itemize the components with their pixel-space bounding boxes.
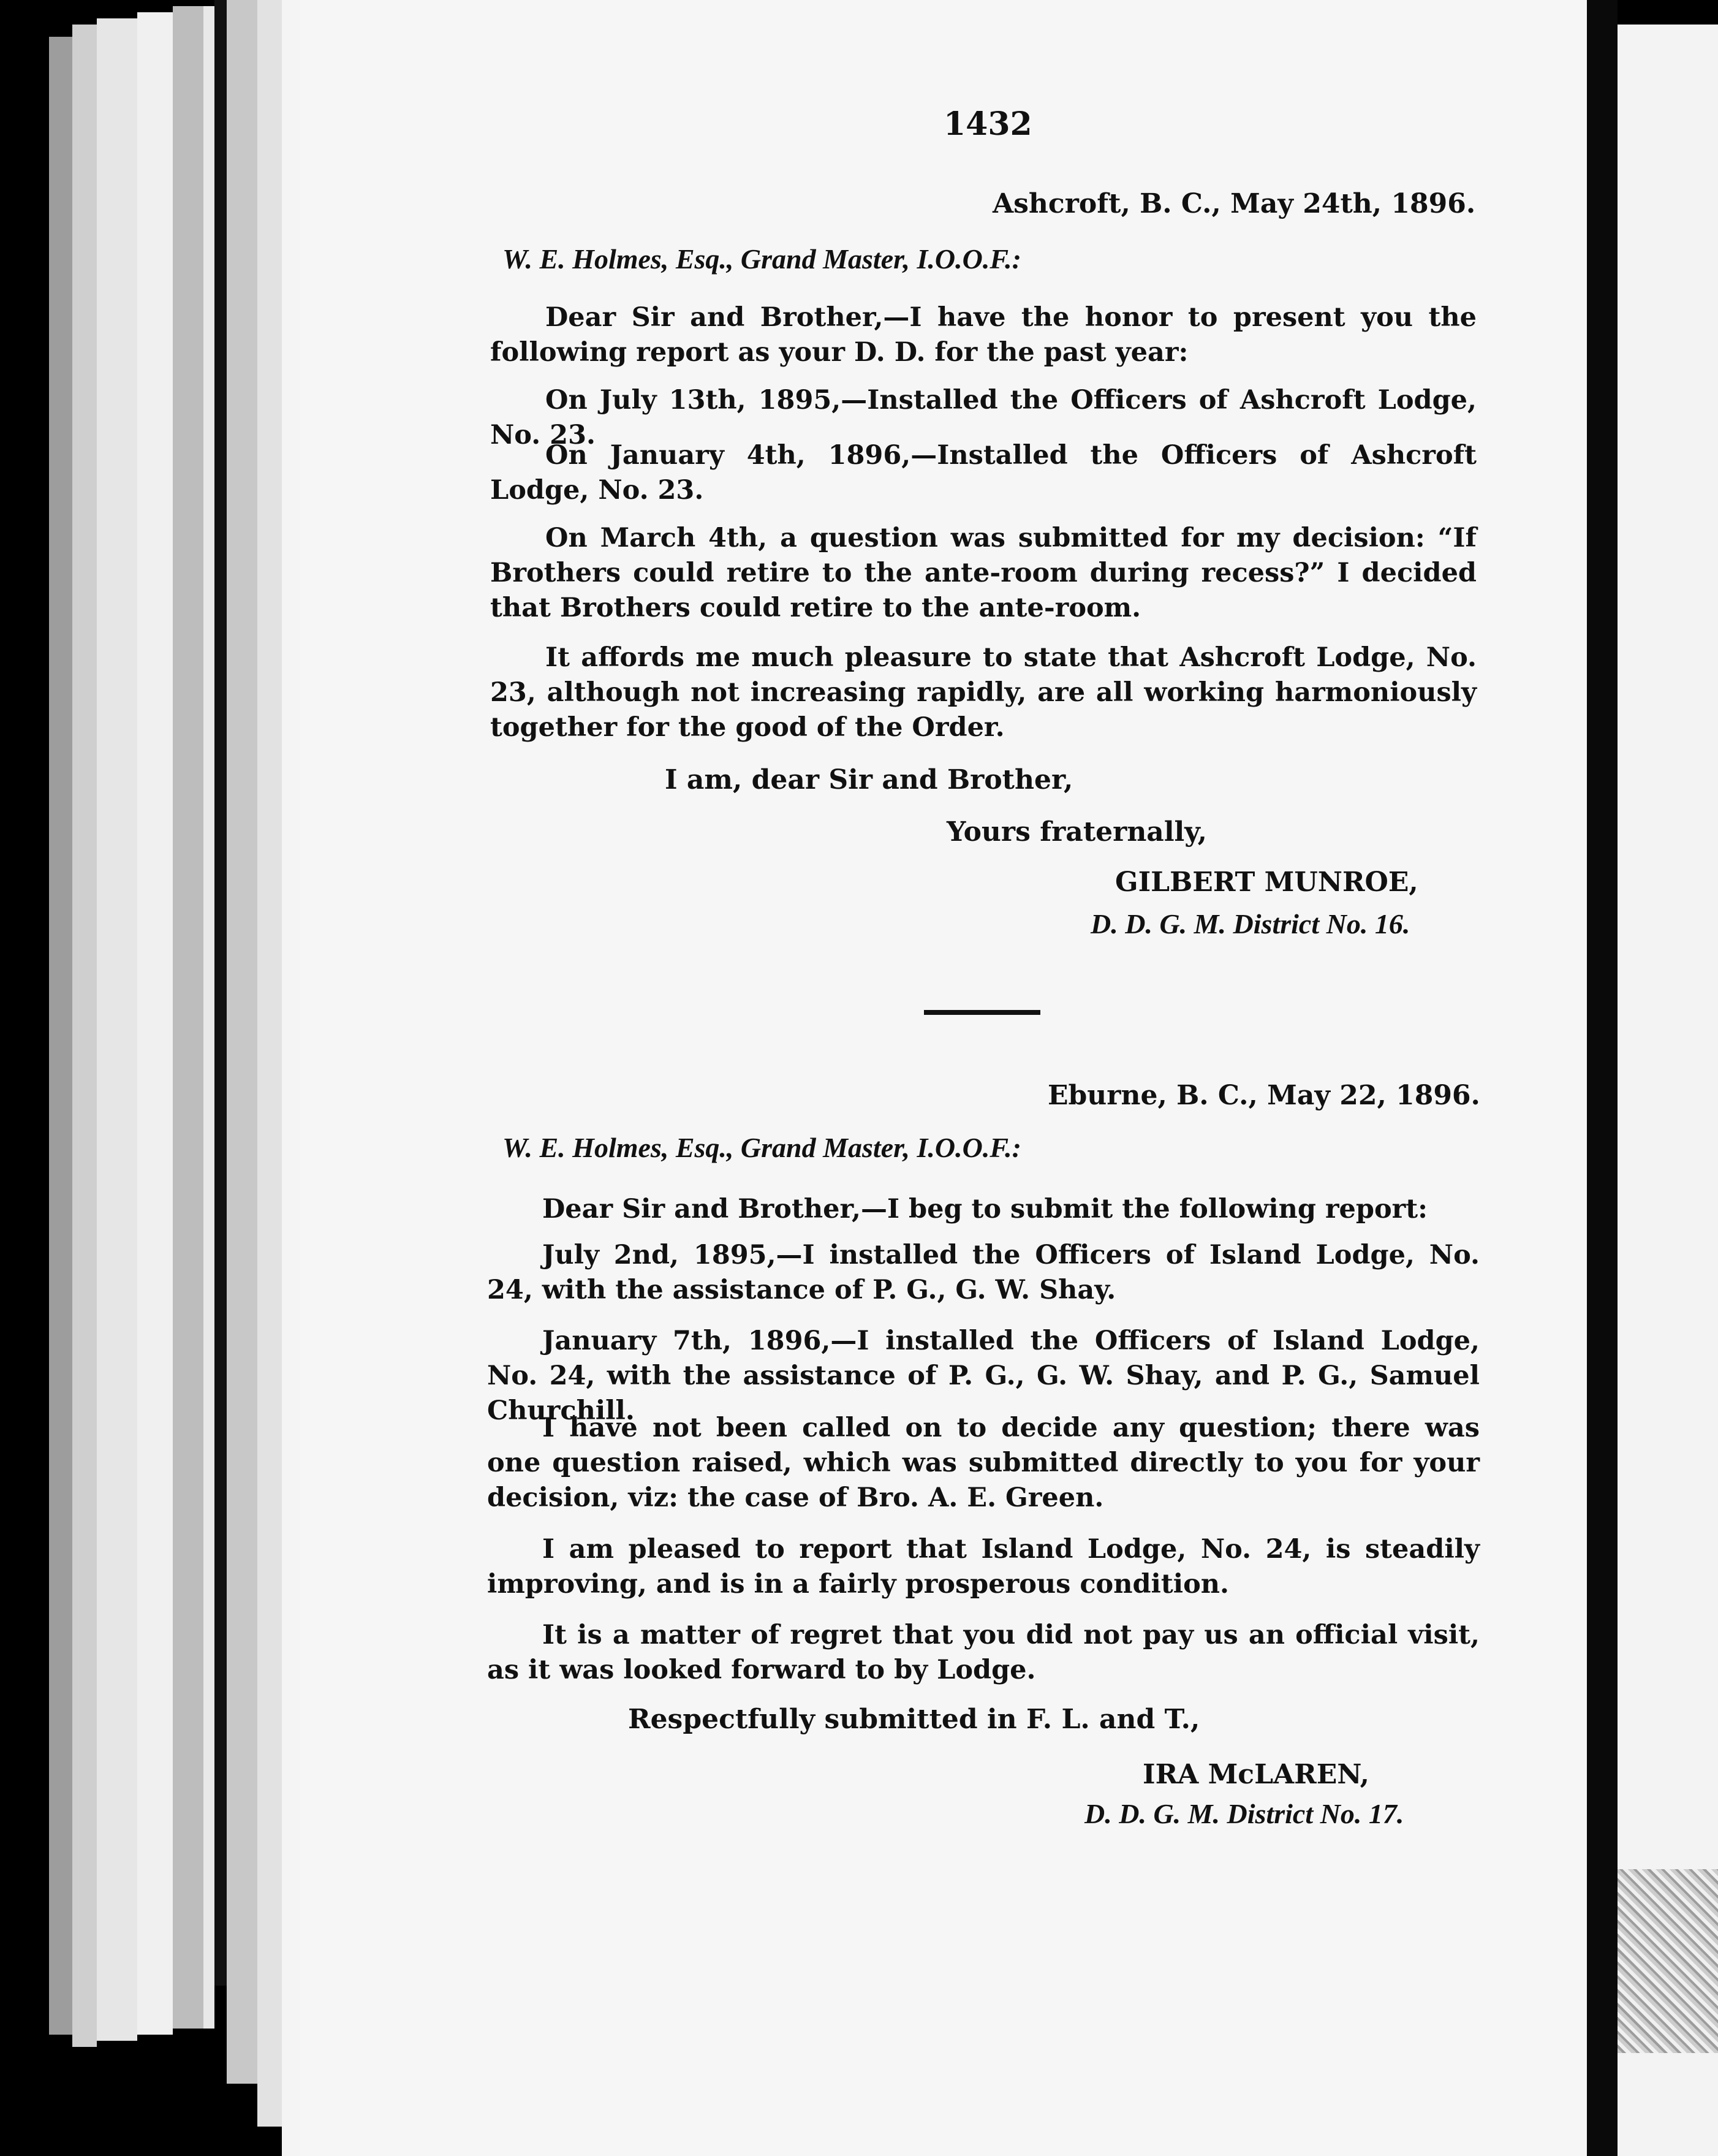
page-number: 1432 — [944, 105, 1032, 143]
letter2-paragraph: I am pleased to report that Island Lodge, No. 24, is steadily improving, and is in a fairly prosperous condition. — [487, 1534, 1480, 1600]
letter1-paragraph: On July 13th, 1895,—Installed the Officers of Ashcroft Lodge, No. 23. — [490, 385, 1477, 450]
letter1-paragraph: It affords me much pleasure to state that Ashcroft Lodge, No. 23, although not increasing rapidly, are all working harmoniously together for the good of the Order. — [490, 642, 1477, 743]
letter1-paragraph: Dear Sir and Brother,—I have the honor to present you the following report as your D. D. for the past year: — [490, 302, 1477, 368]
section-divider — [924, 1010, 1040, 1015]
letter2-paragraph: July 2nd, 1895,—I installed the Officers of Island Lodge, No. 24, with the assistance of P. G., G. W. Shay. — [487, 1240, 1480, 1305]
letter2-closing: Respectfully submitted in F. L. and T., — [628, 1704, 1200, 1735]
page-edge — [72, 25, 97, 2047]
page-edge — [227, 0, 257, 2084]
page-edge — [214, 0, 227, 1986]
letter1-paragraph: On March 4th, a question was submitted for my decision: “If Brothers could retire to the ante-room during recess?” I decided that Brothers could retire to the ante-room. — [490, 523, 1477, 623]
page-edge — [137, 12, 173, 2035]
letter2-signer-title: D. D. G. M. District No. 17. — [1084, 1798, 1404, 1829]
opposite-page-edge — [1618, 25, 1718, 2156]
letter1-salutation: W. E. Holmes, Esq., Grand Master, I.O.O.F.: — [502, 243, 1021, 275]
book-gutter — [1587, 0, 1618, 2156]
scan-noise — [1618, 1869, 1718, 2053]
letter1-closing-fraternal: Yours fraternally, — [947, 816, 1207, 848]
letter2-paragraph: January 7th, 1896,—I installed the Officers of Island Lodge, No. 24, with the assistance of P. G., G. W. Shay, and P. G., Samuel Churchill. — [487, 1326, 1480, 1426]
letter1-signer-title: D. D. G. M. District No. 16. — [1091, 908, 1410, 939]
document-page — [300, 0, 1587, 2156]
letter2-salutation: W. E. Holmes, Esq., Grand Master, I.O.O.F.: — [502, 1132, 1021, 1163]
letter1-signature: GILBERT MUNROE, — [1115, 867, 1418, 898]
letter1-dateline: Ashcroft, B. C., May 24th, 1896. — [993, 188, 1476, 219]
page-edge — [49, 37, 72, 2035]
page-edge — [257, 0, 282, 2127]
page-edge — [282, 0, 300, 2156]
page-edge — [173, 6, 203, 2029]
page-edge — [203, 6, 214, 2029]
page-edge — [97, 18, 137, 2041]
letter2-paragraph: It is a matter of regret that you did not pay us an official visit, as it was looked forward to by Lodge. — [487, 1620, 1480, 1685]
letter1-paragraph: On January 4th, 1896,—Installed the Officers of Ashcroft Lodge, No. 23. — [490, 440, 1477, 506]
letter2-dateline: Eburne, B. C., May 22, 1896. — [1048, 1080, 1480, 1111]
letter2-paragraph: I have not been called on to decide any question; there was one question raised, which was submitted directly to you for your decision, viz: the case of Bro. A. E. Green. — [487, 1413, 1480, 1513]
letter2-signature: IRA McLAREN, — [1143, 1759, 1370, 1790]
letter1-closing: I am, dear Sir and Brother, — [665, 764, 1073, 795]
letter2-paragraph: Dear Sir and Brother,—I beg to submit the following report: — [542, 1194, 1428, 1224]
